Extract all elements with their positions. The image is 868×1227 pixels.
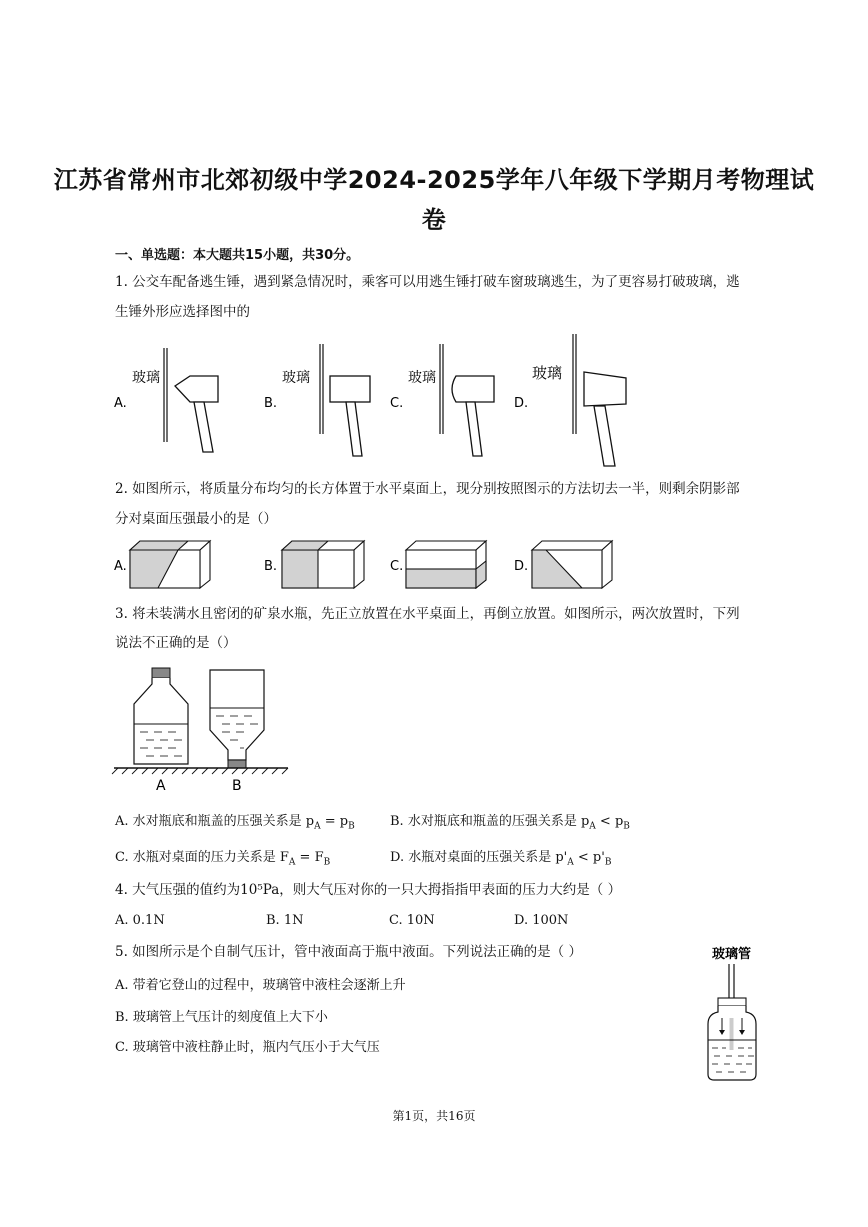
q3-option-d-text: D. 水瓶对桌面的压强关系是 p' (390, 850, 568, 865)
q1-figure-a (114, 348, 218, 452)
q3-option-d: D. 水瓶对桌面的压强关系是 $p'_A < p'_B$ (390, 850, 612, 868)
q1-option-d-label: D. (514, 396, 529, 411)
q1-figure-d (514, 334, 626, 466)
q2-figure-a (114, 541, 210, 588)
q4-option-a: A. 0.1N (115, 913, 165, 928)
q2-figure-d (514, 541, 612, 588)
q4-stem: 4. 大气压强的值约为10⁵Pa，则大气压对你的一只大拇指指甲表面的压力大约是（ ） (115, 882, 622, 898)
svg-text:B.: B. (264, 559, 278, 574)
q1-option-b-label: B. (264, 396, 278, 411)
page-footer: 第1页，共16页 (392, 1109, 476, 1123)
section-heading: 一、单选题：本大题共15小题，共30分。 (115, 248, 360, 263)
q2-stem-line1: 2. 如图所示，将质量分布均匀的长方体置于水平桌面上，现分别按照图示的方法切去一半，则剩余阴影部 (115, 481, 740, 497)
q4-option-d: D. 100N (514, 913, 569, 928)
q4-option-c: C. 10N (389, 913, 435, 928)
q5-option-b: B. 玻璃管上气压计的刻度值上大下小 (115, 1010, 328, 1025)
q1-stem-line1: 1. 公交车配备逃生锤，遇到紧急情况时，乘客可以用逃生锤打破车窗玻璃逃生，为了更容易打破玻璃，逃 (115, 274, 740, 290)
q5-option-a: A. 带着它登山的过程中，玻璃管中液柱会逐渐上升 (115, 978, 406, 993)
q5-option-c: C. 玻璃管中液柱静止时，瓶内气压小于大气压 (115, 1040, 380, 1055)
q3-bottle-a (134, 668, 188, 764)
q2-block-figures (110, 536, 730, 591)
q3-option-b-text: B. 水对瓶底和瓶盖的压强关系是 p (390, 814, 590, 829)
q1-hammer-figures (110, 330, 750, 475)
q1-figure-b (264, 344, 370, 456)
q1-glass-label-c: 玻璃 (408, 370, 436, 386)
q5-stem: 5. 如图所示是个自制气压计，管中液面高于瓶中液面。下列说法正确的是（ ） (115, 944, 582, 960)
svg-text:D.: D. (514, 559, 529, 574)
svg-text:C.: C. (390, 559, 404, 574)
q3-fig-label-b: B (232, 778, 242, 794)
q3-option-a-text: A. 水对瓶底和瓶盖的压强关系是 p (115, 814, 315, 829)
q1-figure-c (390, 344, 494, 456)
q1-glass-label-d: 玻璃 (532, 364, 563, 382)
q1-option-c-label: C. (390, 396, 404, 411)
q3-option-b: B. 水对瓶底和瓶盖的压强关系是 $p_A < p_B$ (390, 814, 630, 832)
q3-bottle-b (210, 670, 264, 768)
q3-stem-line1: 3. 将未装满水且密闭的矿泉水瓶，先正立放置在水平桌面上，再倒立放置。如图所示，两次放置时，下列 (115, 606, 740, 622)
q2-figure-b (264, 541, 364, 588)
q2-stem-line2: 分对桌面压强最小的是（） (115, 511, 277, 527)
q3-fig-label-a: A (156, 778, 166, 794)
svg-text:A.: A. (114, 559, 127, 574)
page-title-line1: 江苏省常州市北郊初级中学2024-2025学年八年级下学期月考物理试 (53, 166, 815, 194)
page-title-line2: 卷 (421, 206, 447, 234)
q5-fig-label: 玻璃管 (712, 947, 752, 962)
q1-glass-label-a: 玻璃 (132, 370, 160, 386)
q3-stem-line2: 说法不正确的是（） (115, 635, 237, 651)
q1-stem-line2: 生锤外形应选择图中的 (115, 304, 250, 320)
q3-option-c: C. 水瓶对桌面的压力关系是 $F_A = F_B$ (115, 850, 331, 868)
q3-bottle-figure (110, 664, 310, 794)
q3-option-c-text: C. 水瓶对桌面的压力关系是 F (115, 850, 289, 865)
q3-option-a: A. 水对瓶底和瓶盖的压强关系是 $p_A = p_B$ (115, 814, 355, 832)
q2-figure-c (390, 541, 486, 588)
q5-barometer-figure (696, 942, 772, 1084)
q1-option-a-label: A. (114, 396, 127, 411)
q4-option-b: B. 1N (266, 913, 304, 928)
q1-glass-label-b: 玻璃 (282, 370, 310, 386)
